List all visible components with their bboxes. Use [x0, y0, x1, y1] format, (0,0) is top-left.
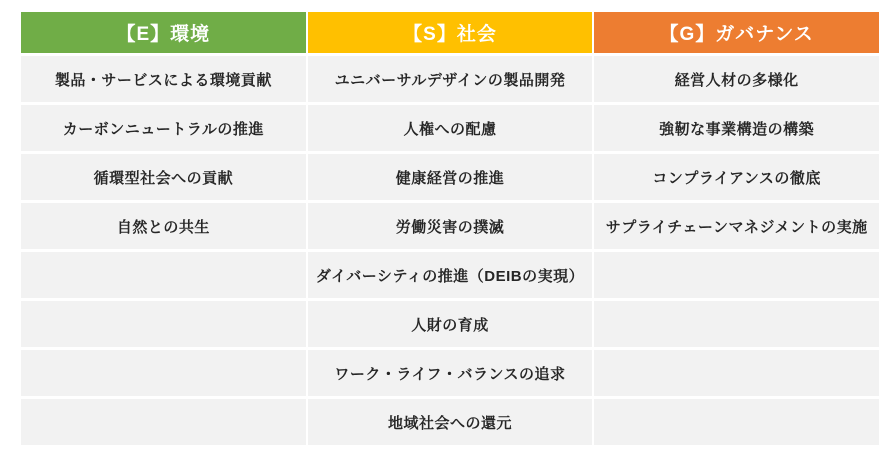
column-header-environment: 【E】環境: [21, 12, 306, 53]
cell-environment-row-4: 自然との共生: [21, 203, 306, 249]
cell-social-row-6: 人財の育成: [308, 301, 593, 347]
column-header-governance: 【G】ガバナンス: [594, 12, 879, 53]
cell-social-row-5: ダイバーシティの推進（DEIBの実現）: [308, 252, 593, 298]
cell-environment-row-5-empty: [21, 252, 306, 298]
cell-environment-row-7-empty: [21, 350, 306, 396]
cell-governance-row-4: サプライチェーンマネジメントの実施: [594, 203, 879, 249]
cell-governance-row-2: 強靭な事業構造の構築: [594, 105, 879, 151]
esg-table: [21, 12, 879, 445]
column-header-social: 【S】社会: [308, 12, 593, 53]
cell-social-row-3: 健康経営の推進: [308, 154, 593, 200]
cell-governance-row-5-empty: [594, 252, 879, 298]
cell-environment-row-2: カーボンニュートラルの推進: [21, 105, 306, 151]
cell-governance-row-3: コンプライアンスの徹底: [594, 154, 879, 200]
cell-governance-row-6-empty: [594, 301, 879, 347]
cell-social-row-1: ユニバーサルデザインの製品開発: [308, 56, 593, 102]
cell-governance-row-7-empty: [594, 350, 879, 396]
cell-social-row-2: 人権への配慮: [308, 105, 593, 151]
cell-social-row-4: 労働災害の撲滅: [308, 203, 593, 249]
cell-environment-row-6-empty: [21, 301, 306, 347]
cell-social-row-7: ワーク・ライフ・バランスの追求: [308, 350, 593, 396]
cell-governance-row-8-empty: [594, 399, 879, 445]
cell-environment-row-3: 循環型社会への貢献: [21, 154, 306, 200]
cell-environment-row-8-empty: [21, 399, 306, 445]
cell-social-row-8: 地域社会への還元: [308, 399, 593, 445]
cell-environment-row-1: 製品・サービスによる環境貢献: [21, 56, 306, 102]
cell-governance-row-1: 経営人材の多様化: [594, 56, 879, 102]
